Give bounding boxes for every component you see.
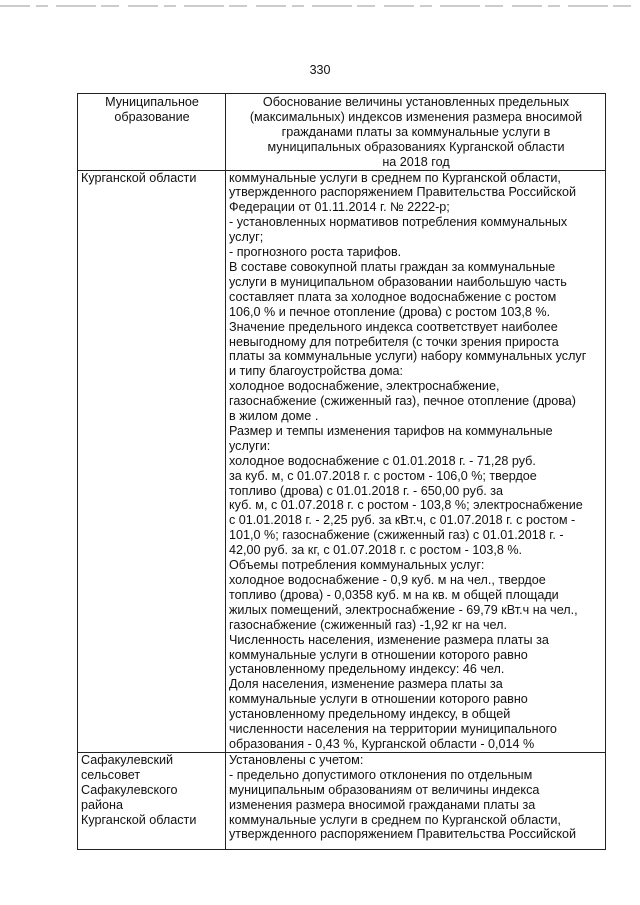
justification-line: услуги: [229, 438, 271, 453]
justification-line: коммунальные услуги в отношении которого равно [229, 692, 528, 707]
justification-line: холодное водоснабжение - 0,9 куб. м на чел., твердое [229, 573, 546, 587]
justification-line: холодное водоснабжение, электроснабжение, [229, 379, 500, 394]
justification-line: муниципальным образованиям от величины индекса [229, 782, 540, 797]
justification-line: утвержденного распоряжением Правительства Российской [229, 185, 577, 200]
table-row [78, 170, 606, 752]
justification-line: коммунальные услуги в среднем по Курганской области, [229, 170, 561, 185]
header-right-line: Обоснование величины установленных предельных [262, 95, 570, 109]
header-right-line: на 2018 год [382, 154, 450, 169]
justification-line: невыгодному для потребителя (с точки зрения прироста [229, 334, 559, 349]
justification-line: - предельно допустимого отклонения по отдельным [229, 767, 533, 782]
header-left-line: образование [114, 109, 190, 124]
municipality-line: района [81, 797, 124, 812]
justification-line: образования - 0,43 %, Курганской области - 0,014 % [229, 736, 535, 751]
justification-line: 42,00 руб. за кг, с 01.07.2018 г. с ростом - 103,8 %. [229, 543, 523, 558]
justification-line: жилых помещений, электроснабжение - 69,79 кВт.ч на чел., [229, 602, 578, 617]
justification-line: услуг; [229, 230, 264, 245]
header-right-line: гражданами платы за коммунальные услуги в [281, 124, 551, 139]
justification-line: установленному предельному индексу, в общей [229, 707, 511, 722]
justification-line: газоснабжение (сжиженный газ) -1,92 кг на чел. [229, 617, 507, 632]
justification-line: составляет плата за холодное водоснабжение с ростом [229, 289, 557, 304]
tariff-justification-table [77, 93, 606, 850]
municipality-cell [78, 752, 226, 849]
justification-line: Численность населения, изменение размера платы за [229, 632, 549, 647]
justification-line: газоснабжение (сжиженный газ), печное отопление (дрова) [229, 394, 576, 409]
justification-line: платы за коммунальные услуги) набору коммунальных услуг [229, 349, 587, 364]
justification-line: в жилом доме . [229, 409, 319, 424]
justification-line: куб. м, с 01.07.2018 г. с ростом - 103,8 %; электроснабжение [229, 498, 583, 513]
justification-line: топливо (дрова) - 0,0358 куб. м на кв. м общей площади [229, 587, 559, 602]
justification-line: - установленных нормативов потребления коммунальных [229, 215, 568, 230]
header-right-line: муниципальных образованиях Курганской области [267, 139, 565, 154]
table-row [78, 752, 606, 849]
header-justification [226, 94, 606, 171]
justification-line: Доля населения, изменение размера платы за [229, 677, 503, 692]
justification-line: топливо (дрова) с 01.01.2018 г. - 650,00 руб. за [229, 483, 504, 498]
municipality-line: Сафакулевского [81, 782, 178, 797]
municipality-line: Курганской области [81, 812, 197, 827]
justification-line: 101,0 %; газоснабжение (сжиженный газ) с 01.01.2018 г. - [229, 528, 564, 543]
header-municipality [78, 94, 226, 171]
justification-cell [226, 170, 606, 752]
justification-line: - прогнозного роста тарифов. [229, 245, 402, 260]
justification-line: Объемы потребления коммунальных услуг: [229, 558, 485, 573]
justification-line: установленному предельному индексу: 46 чел. [229, 662, 505, 677]
header-left-line: Муниципальное [105, 95, 199, 109]
justification-line: утвержденного распоряжением Правительства Российской [229, 827, 577, 842]
justification-line: коммунальные услуги в среднем по Курганской области, [229, 812, 561, 827]
justification-line: с 01.01.2018 г. - 2,25 руб. за кВт.ч, с 01.07.2018 г. с ростом - [229, 513, 576, 528]
header-right-line: (максимальных) индексов изменения размера вносимой [249, 109, 583, 124]
municipality-line: Сафакулевский [81, 752, 174, 767]
page-number: 330 [309, 63, 331, 77]
justification-cell [226, 752, 606, 849]
justification-line: за куб. м, с 01.07.2018 г. с ростом - 106,0 %; твердое [229, 468, 537, 483]
justification-line: изменения размера вносимой гражданами платы за [229, 797, 536, 812]
municipality-line: Курганской области [81, 170, 197, 185]
scan-artifact-line [0, 5, 640, 7]
justification-line: В составе совокупной платы граждан за коммунальные [229, 259, 556, 274]
justification-line: и типу благоустройства дома: [229, 364, 404, 379]
justification-line: Установлены с учетом: [229, 752, 364, 767]
municipality-cell [78, 170, 226, 752]
justification-line: коммунальные услуги в отношении которого равно [229, 647, 528, 662]
justification-line: услуги в муниципальном образовании наибольшую часть [229, 274, 567, 289]
justification-line: численности населения на территории муниципального [229, 722, 557, 737]
justification-line: Федерации от 01.11.2014 г. № 2222-р; [229, 200, 450, 215]
table-header-row [78, 94, 606, 171]
justification-line: 106,0 % и печное отопление (дрова) с ростом 103,8 %. [229, 304, 551, 319]
municipality-line: сельсовет [81, 767, 141, 782]
justification-line: холодное водоснабжение с 01.01.2018 г. - 71,28 руб. [229, 453, 536, 468]
justification-line: Значение предельного индекса соответствует наиболее [229, 319, 558, 334]
justification-line: Размер и темпы изменения тарифов на коммунальные [229, 423, 553, 438]
